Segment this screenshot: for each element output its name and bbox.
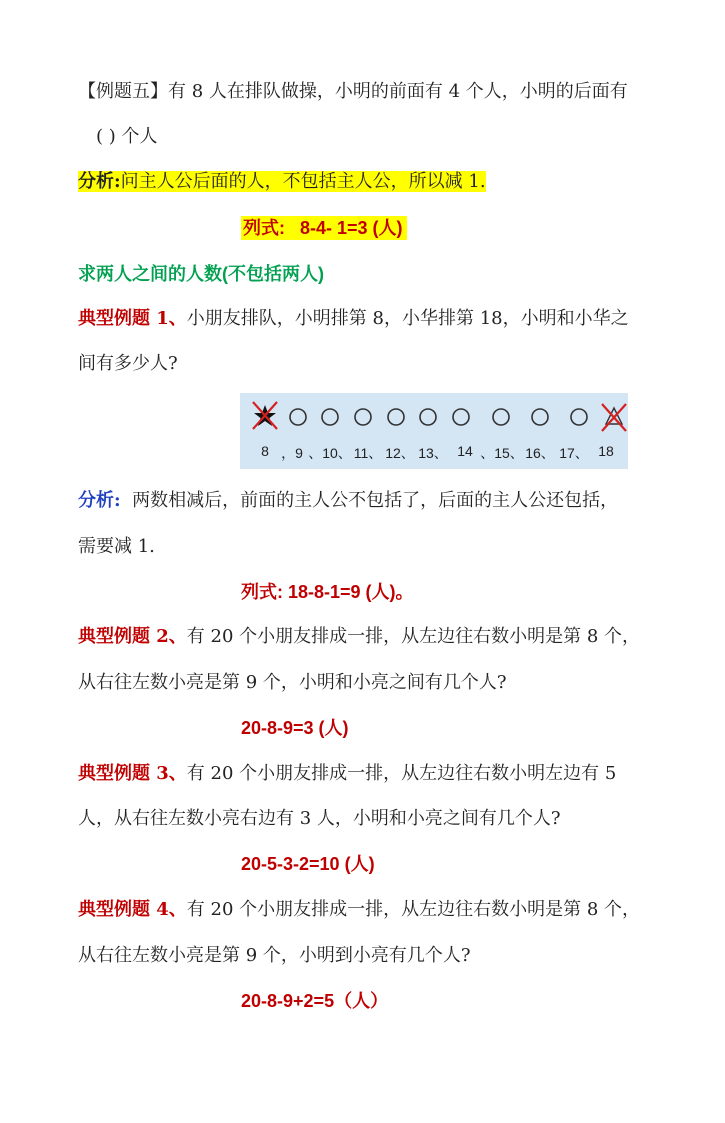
circle-icon (355, 409, 371, 425)
example5-question-line2 (96, 125, 158, 149)
ex4-question-line2: 从右往左数小亮是第 9 个，小明到小亮有几个人? (78, 945, 471, 966)
ex2-text-1: 有 20 个小朋友排成一排，从左边往右数小明是第 8 个， (186, 626, 641, 647)
circle-icon (532, 409, 548, 425)
formula-label: 列式: (243, 218, 285, 238)
example5-text-1: 【例题五】有 8 人在排队做操，小明的前面有 4 个人，小明的后面有 (78, 81, 628, 102)
circle-icon (388, 409, 404, 425)
queue-number: 12、 (385, 445, 415, 461)
ex2-question-line2: 从右往左数小亮是第 9 个，小明和小亮之间有几个人? (78, 672, 507, 693)
queue-number: 18 (598, 443, 614, 459)
ex3-text-1: 有 20 个小朋友排成一排，从左边往右数小明左边有 5 (186, 763, 617, 784)
ex2-question-line1 (78, 625, 640, 649)
ex3-label: 典型例题 3、 (78, 763, 187, 784)
ex1-text-1: 小朋友排队，小明排第 8，小华排第 18，小明和小华之 (186, 308, 629, 329)
ex1-question-line2: 间有多少人? (78, 353, 178, 374)
queue-number: 14 (457, 443, 473, 459)
queue-figure-svg (240, 393, 628, 443)
ex1-question-line1 (78, 307, 629, 331)
circle-icon (571, 409, 587, 425)
formula-value: 8-4- 1=3 (人) (300, 218, 403, 238)
circle-icon (493, 409, 509, 425)
example5-formula (241, 216, 407, 240)
queue-number: 、10、 (308, 445, 352, 461)
example5-analysis (78, 170, 486, 194)
ex3-question-line1 (78, 762, 616, 786)
analysis-text: 问主人公后面的人，不包括主人公，所以减 1. (120, 171, 486, 192)
queue-number: ，9 (281, 445, 303, 461)
ex1-formula: 列式: 18-8-1=9 (人)。 (241, 582, 414, 602)
example5-answer-blank: ( ) 个人 (96, 126, 158, 147)
circle-icon (290, 409, 306, 425)
queue-number-row (240, 443, 628, 463)
ex4-text-1: 有 20 个小朋友排成一排，从左边往右数小明是第 8 个， (186, 899, 641, 920)
ex3-question-line2: 人，从右往左数小亮右边有 3 人，小明和小亮之间有几个人? (78, 808, 561, 829)
ex4-question-line1 (78, 898, 640, 922)
ex3-formula: 20-5-3-2=10 (人) (241, 854, 375, 874)
ex4-label: 典型例题 4、 (78, 899, 187, 920)
circle-icon (420, 409, 436, 425)
circle-icon (453, 409, 469, 425)
queue-number: 、15、 (480, 445, 524, 461)
ex4-formula: 20-8-9+2=5（人） (241, 991, 389, 1011)
analysis-text: 两数相减后，前面的主人公不包括了，后面的主人公还包括， (132, 490, 619, 511)
ex2-label: 典型例题 2、 (78, 626, 187, 647)
example5-question-line1 (78, 80, 628, 104)
analysis-label: 分析: (78, 171, 121, 192)
ex1-label: 典型例题 1、 (78, 308, 187, 329)
queue-figure (240, 393, 628, 469)
queue-number: 16、 (525, 445, 555, 461)
queue-number: 11、 (353, 445, 383, 461)
queue-number: 13、 (418, 445, 448, 461)
circle-icon (322, 409, 338, 425)
ex1-analysis-line2: 需要减 1. (78, 536, 155, 557)
ex2-formula: 20-8-9=3 (人) (241, 718, 349, 738)
queue-number: 17、 (559, 445, 589, 461)
ex1-analysis-line1 (78, 489, 618, 513)
queue-number: 8 (261, 443, 269, 459)
analysis-label: 分析: (78, 490, 121, 511)
section-heading: 求两人之间的人数(不包括两人) (78, 264, 324, 284)
